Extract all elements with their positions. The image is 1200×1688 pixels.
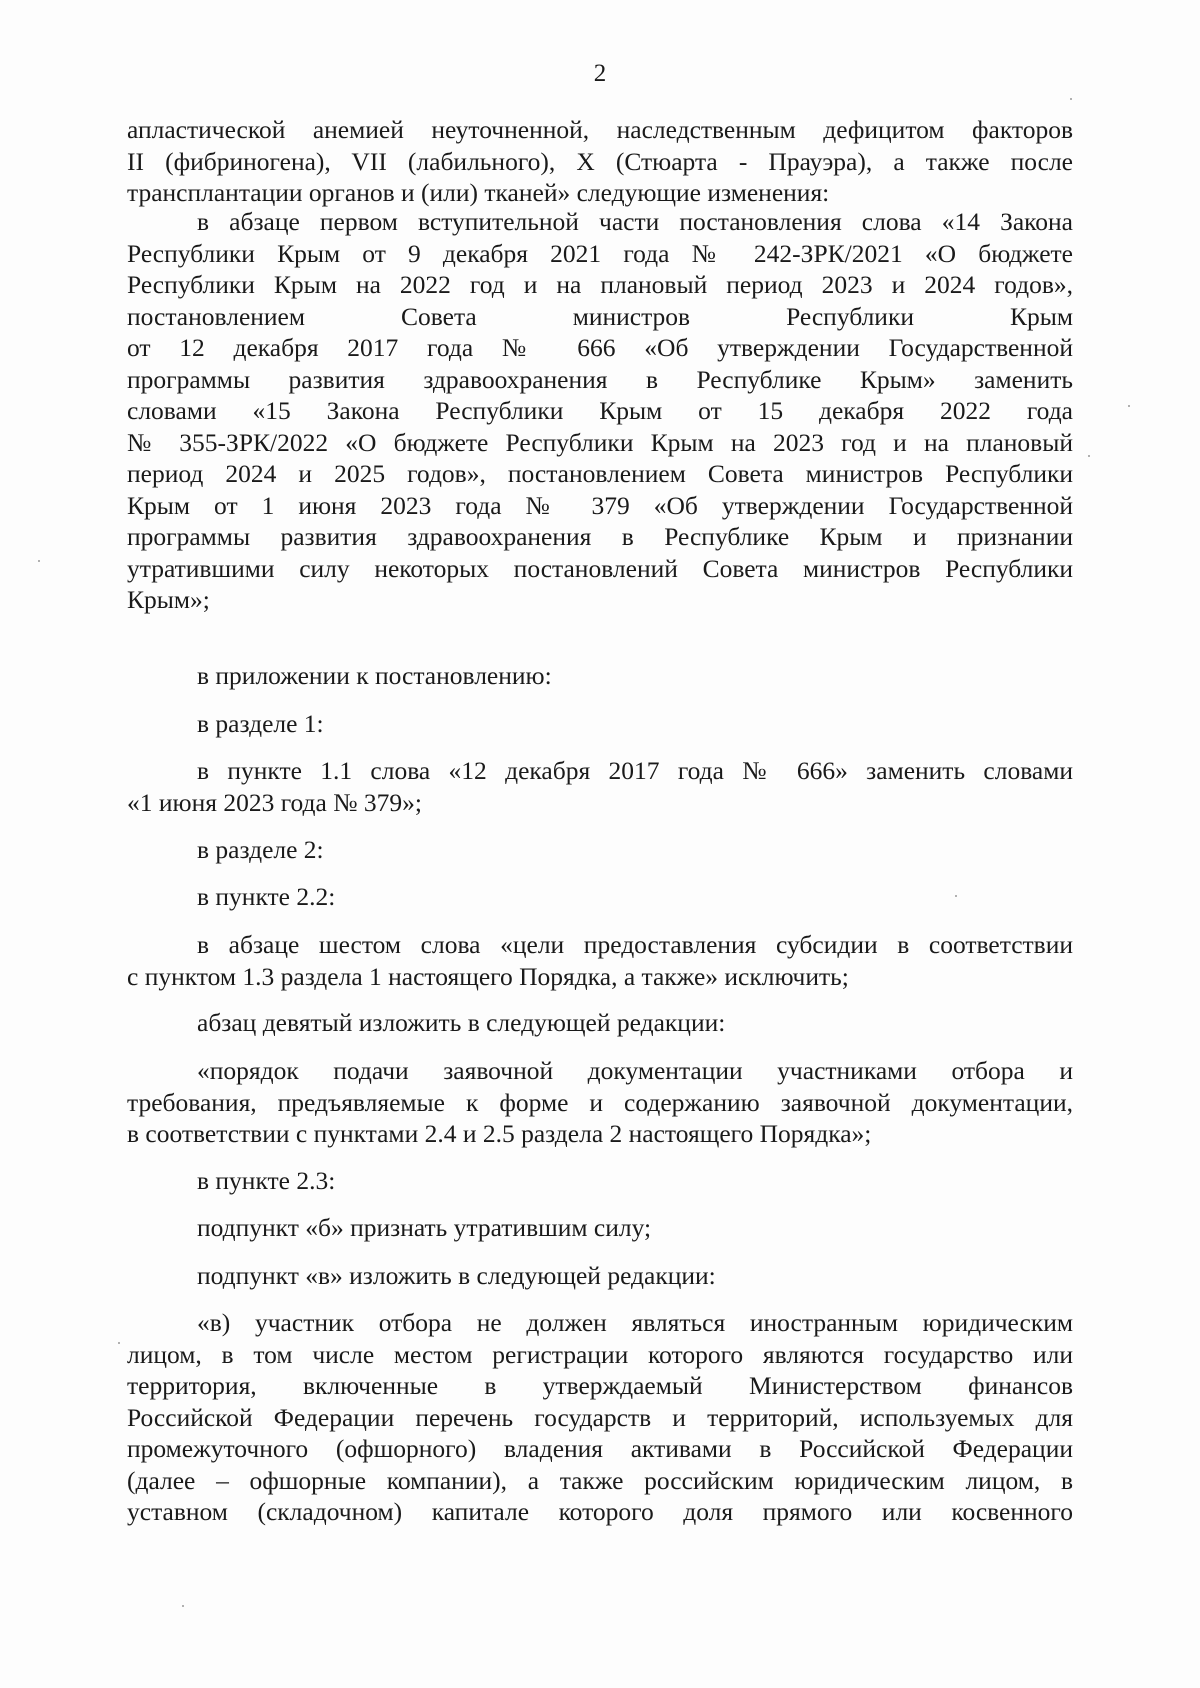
- text-line: от 12 декабря 2017 года № 666 «Об утверждении Государственной: [127, 333, 1073, 362]
- text-line: в приложении к постановлению:: [197, 661, 552, 690]
- text-line: в разделе 1:: [197, 709, 324, 738]
- text-line: в пункте 2.3:: [197, 1166, 336, 1195]
- text-line: промежуточного (офшорного) владения активами в Российской Федерации: [127, 1434, 1073, 1463]
- page-number: 2: [593, 60, 607, 87]
- paragraph-4: [127, 708, 1073, 740]
- text-line: программы развития здравоохранения в Республике Крым» заменить: [127, 364, 1073, 394]
- paragraph-9: [127, 1007, 1073, 1039]
- text-line: территория, включенные в утверждаемый Министерством финансов: [127, 1371, 1073, 1400]
- text-line: Республики Крым от 9 декабря 2021 года № 242-ЗРК/2021 «О бюджете: [127, 238, 1073, 268]
- text-line: апластической анемией неуточненной, наследственным дефицитом факторов: [127, 115, 1073, 144]
- scan-speck: [955, 895, 957, 897]
- paragraph-8: [127, 929, 1073, 992]
- scan-speck: [182, 1605, 184, 1607]
- paragraph-11: [127, 1165, 1073, 1197]
- text-line: (далее – офшорные компании), а также российским юридическим лицом, в: [127, 1465, 1073, 1495]
- text-line: трансплантации органов и (или) тканей» следующие изменения:: [127, 178, 830, 207]
- text-line: в разделе 2:: [197, 835, 324, 864]
- text-line: в пункте 1.1 слова «12 декабря 2017 года № 666» заменить словами: [197, 756, 1073, 785]
- text-line: требования, предъявляемые к форме и содержанию заявочной документации,: [127, 1087, 1073, 1117]
- text-line: «порядок подачи заявочной документации участниками отбора и: [197, 1056, 1073, 1085]
- paragraph-1: [127, 114, 1073, 209]
- text-line: в соответствии с пунктами 2.4 и 2.5 раздела 2 настоящего Порядка»;: [127, 1119, 872, 1148]
- text-line: программы развития здравоохранения в Республике Крым и признании: [127, 522, 1073, 551]
- scan-speck: [1070, 98, 1072, 100]
- text-line: абзац девятый изложить в следующей редакции:: [197, 1008, 726, 1037]
- paragraph-10: [127, 1055, 1073, 1150]
- text-line: лицом, в том числе местом регистрации которого являются государство или: [127, 1339, 1073, 1369]
- text-line: Крым»;: [127, 585, 210, 614]
- paragraph-5: [127, 755, 1073, 818]
- text-line: подпункт «б» признать утратившим силу;: [197, 1213, 652, 1242]
- text-line: «в) участник отбора не должен являться иностранным юридическим: [197, 1308, 1073, 1337]
- paragraph-13: [127, 1260, 1073, 1292]
- paragraph-12: [127, 1212, 1073, 1244]
- paragraph-14: [127, 1307, 1073, 1528]
- text-line: Республики Крым на 2022 год и на плановый период 2023 и 2024 годов»,: [127, 270, 1073, 299]
- text-line: Крым от 1 июня 2023 года № 379 «Об утверждении Государственной: [127, 490, 1073, 520]
- text-line: утратившими силу некоторых постановлений Совета министров Республики: [127, 553, 1073, 583]
- scan-speck: [1128, 405, 1130, 407]
- text-line: «1 июня 2023 года № 379»;: [127, 787, 422, 817]
- paragraph-2: [127, 206, 1073, 616]
- text-line: № 355-ЗРК/2022 «О бюджете Республики Крым на 2023 год и на плановый: [127, 427, 1073, 457]
- scan-speck: [38, 560, 40, 562]
- paragraph-3: [127, 660, 1073, 692]
- text-line: Российской Федерации перечень государств и территорий, используемых для: [127, 1402, 1073, 1432]
- scan-speck: [1088, 455, 1090, 457]
- scan-speck: [118, 1342, 120, 1344]
- text-line: в абзаце шестом слова «цели предоставления субсидии в соответствии: [197, 930, 1073, 959]
- text-line: период 2024 и 2025 годов», постановлением Совета министров Республики: [127, 459, 1073, 488]
- paragraph-6: [127, 834, 1073, 866]
- text-line: словами «15 Закона Республики Крым от 15 декабря 2022 года: [127, 396, 1073, 425]
- text-line: постановлением Совета министров Республики Крым: [127, 301, 1073, 331]
- text-line: II (фибриногена), VII (лабильного), X (Стюарта - Прауэра), а также после: [127, 146, 1073, 176]
- text-line: в абзаце первом вступительной части постановления слова «14 Закона: [197, 207, 1073, 236]
- text-line: подпункт «в» изложить в следующей редакции:: [197, 1261, 716, 1290]
- text-line: с пунктом 1.3 раздела 1 настоящего Порядка, а также» исключить;: [127, 961, 849, 991]
- text-line: уставном (складочном) капитале которого доля прямого или косвенного: [127, 1497, 1073, 1526]
- paragraph-7: [127, 881, 1073, 913]
- text-line: в пункте 2.2:: [197, 882, 336, 911]
